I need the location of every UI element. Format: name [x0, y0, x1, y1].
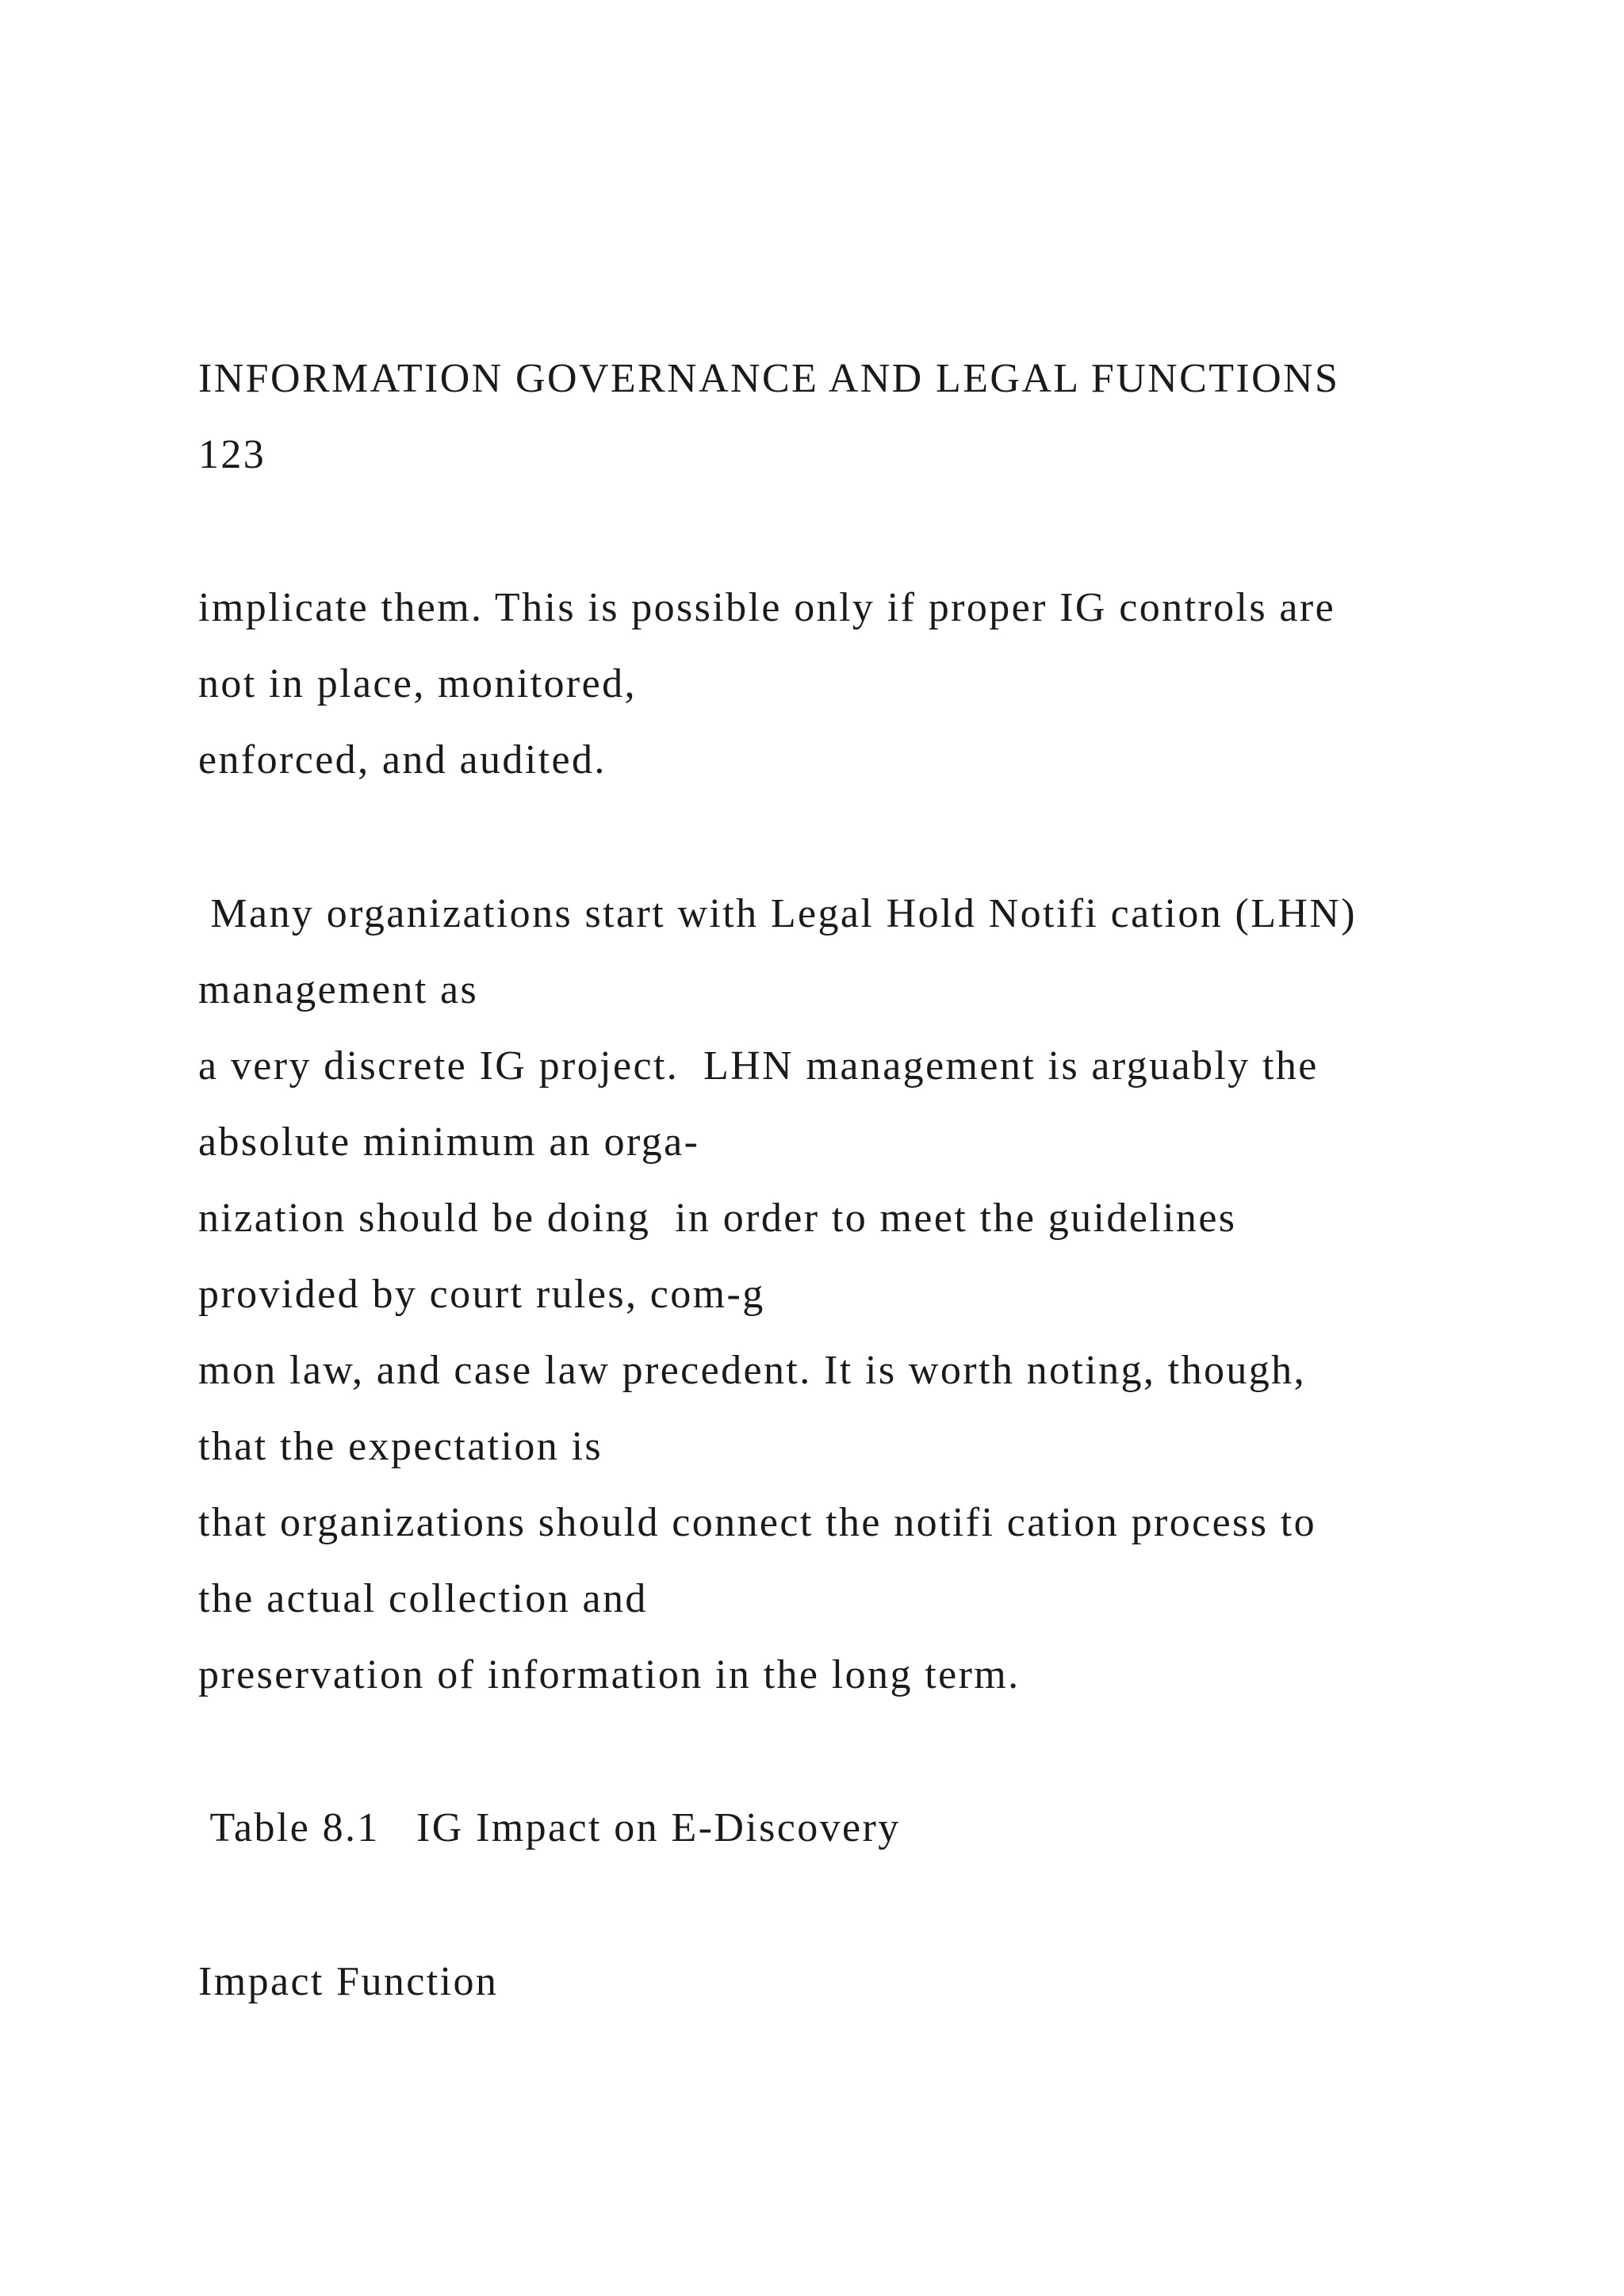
paragraph-line: provided by court rules, com-g	[198, 1272, 765, 1317]
paragraph-line: absolute minimum an orga-	[198, 1119, 700, 1165]
paragraph-line: management as	[198, 967, 479, 1012]
paragraph-line: preservation of information in the long term.	[198, 1652, 1021, 1697]
paragraph-line: Many organizations start with Legal Hold Notifi cation (LHN)	[198, 891, 1358, 936]
page-number: 123	[198, 432, 266, 477]
paragraph-line: enforced, and audited.	[198, 737, 607, 783]
table-header-row: Impact Function	[198, 1959, 499, 2004]
paragraph-line: that organizations should connect the notifi cation process to	[198, 1500, 1316, 1545]
paragraph-line: implicate them. This is possible only if proper IG controls are	[198, 585, 1336, 630]
paragraph-line: that the expectation is	[198, 1424, 603, 1469]
paragraph-line: a very discrete IG project. LHN management is arguably the	[198, 1043, 1319, 1089]
paragraph-line: nization should be doing in order to meet the guidelines	[198, 1196, 1237, 1241]
paragraph-line: not in place, monitored,	[198, 661, 637, 706]
paragraph-line: the actual collection and	[198, 1576, 648, 1621]
paragraph-line: mon law, and case law precedent. It is worth noting, though,	[198, 1348, 1306, 1393]
running-title: INFORMATION GOVERNANCE AND LEGAL FUNCTIONS	[198, 356, 1340, 401]
table-caption: Table 8.1 IG Impact on E-Discovery	[198, 1805, 901, 1850]
